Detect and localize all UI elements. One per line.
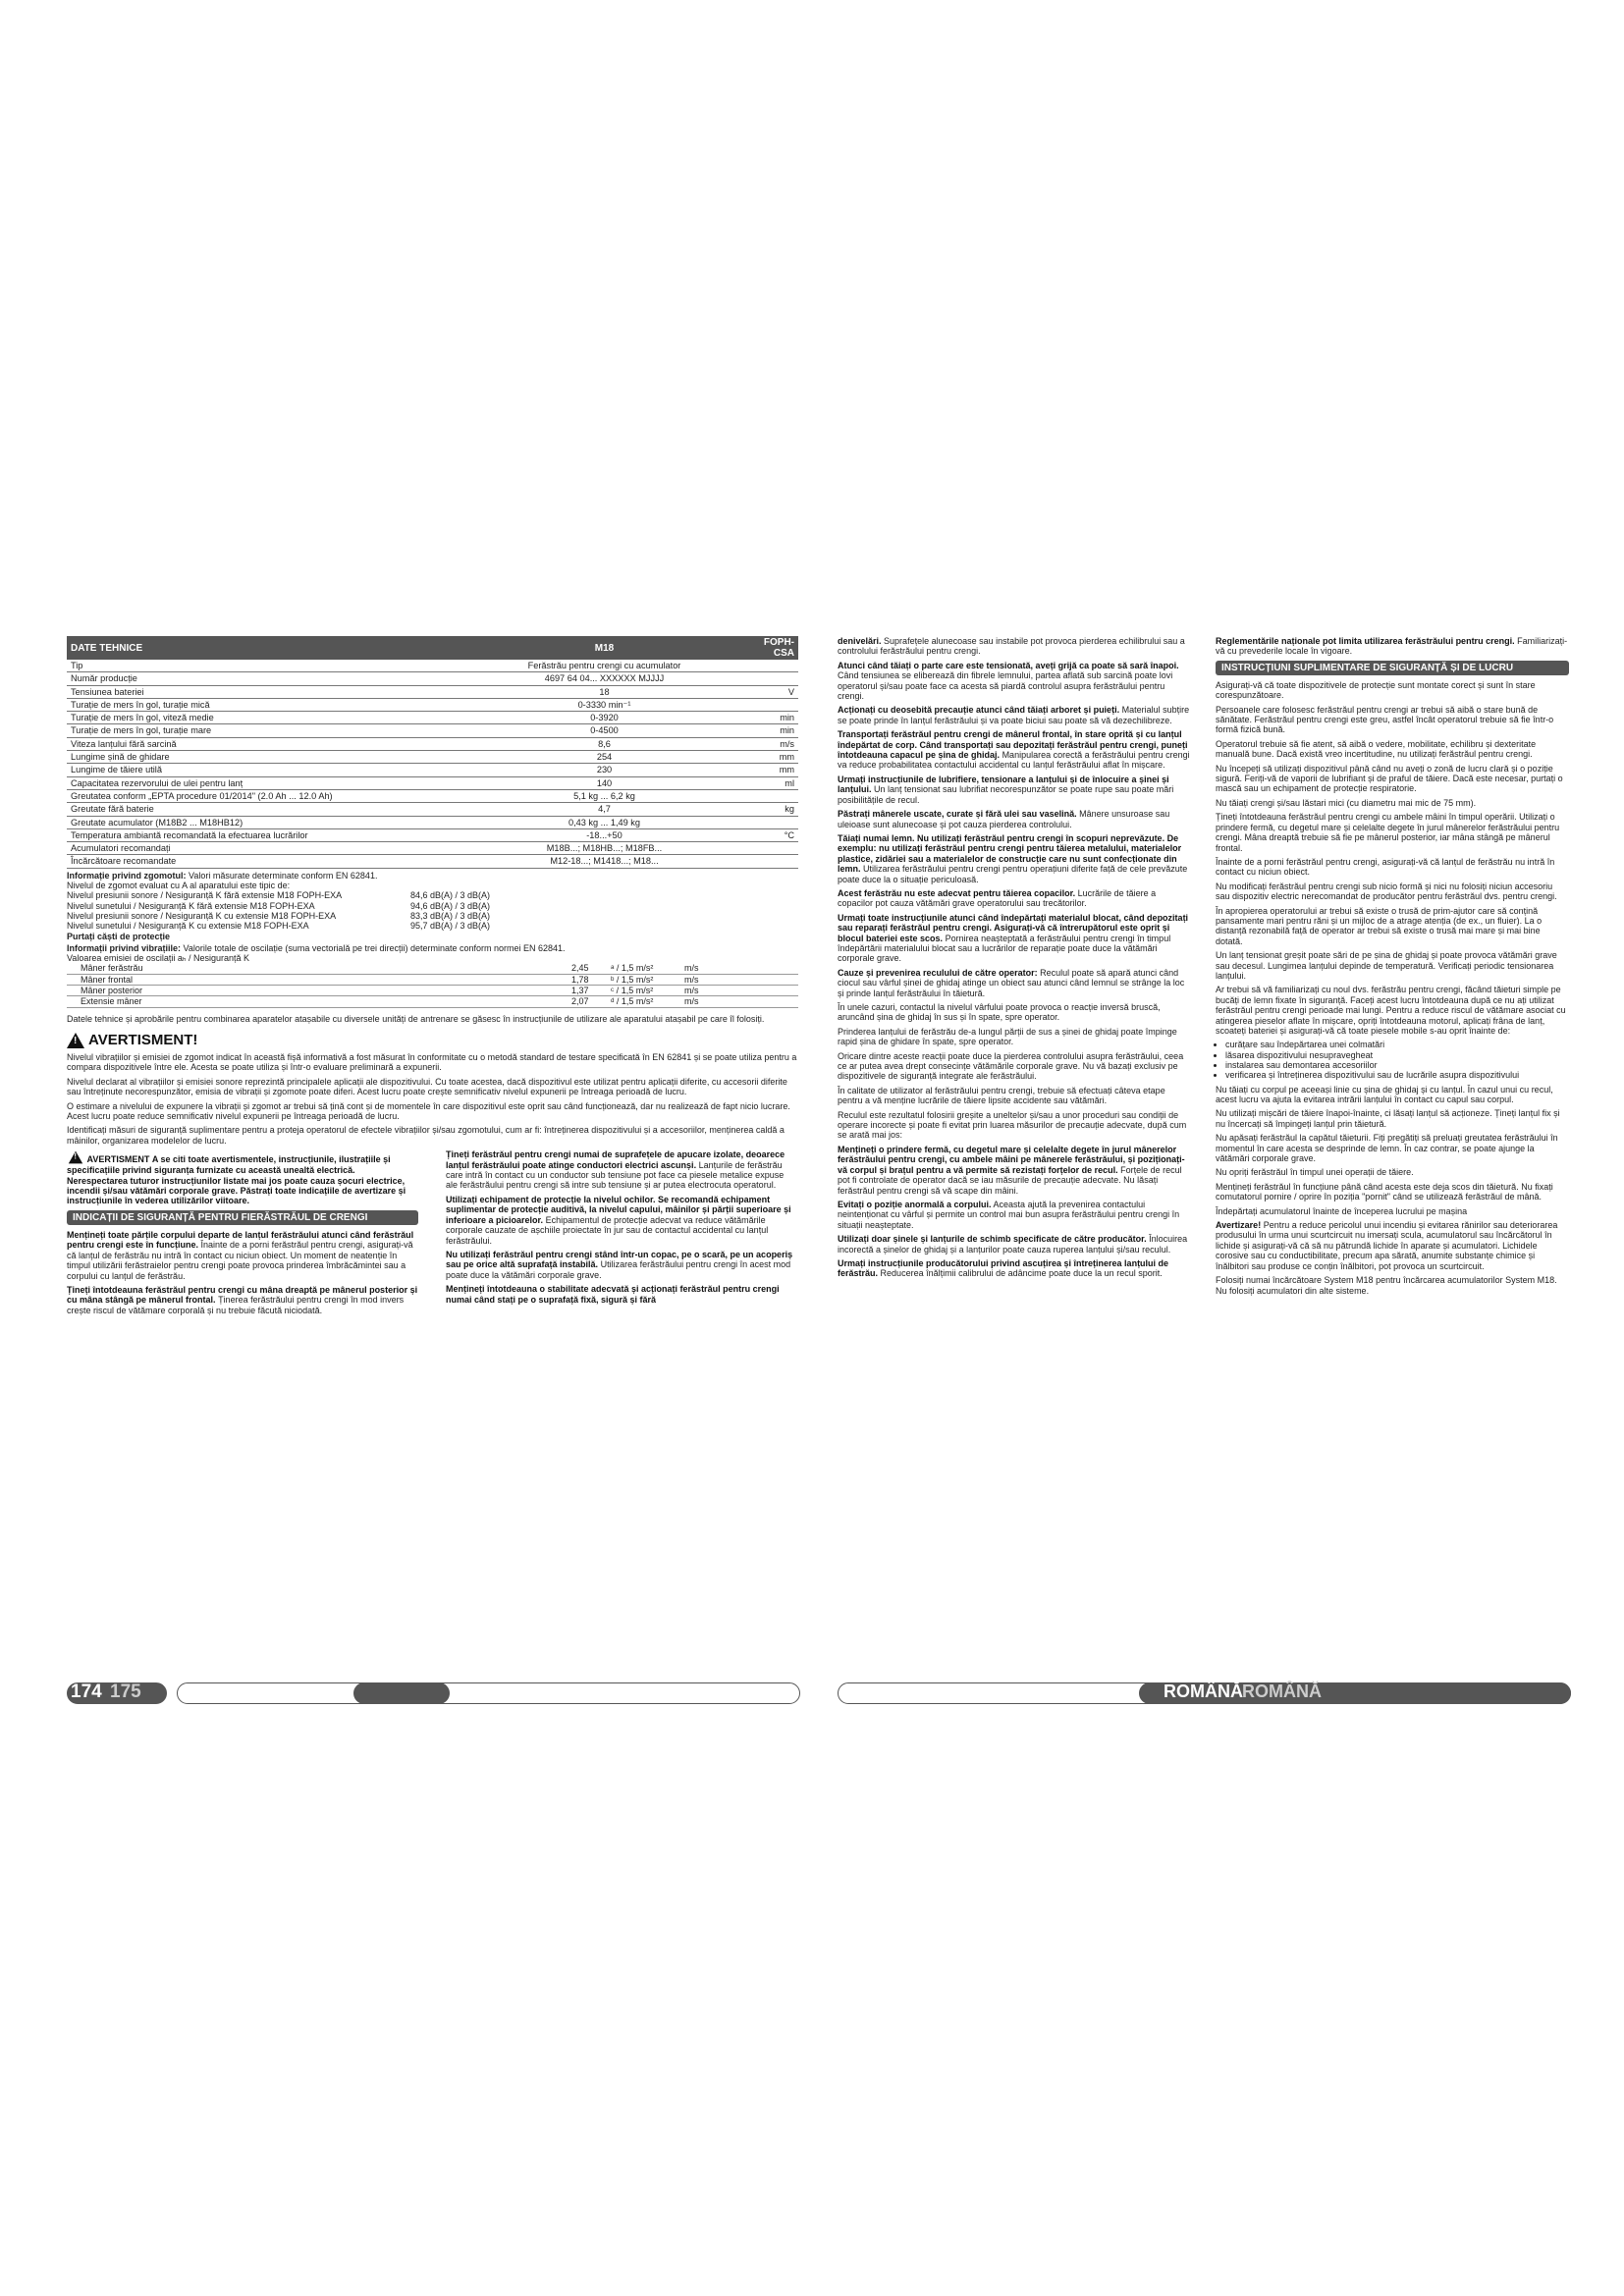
tech-cell-label: Turație de mers în gol, turație mică: [67, 698, 458, 711]
tech-cell-label: Număr producție: [67, 672, 458, 685]
tech-cell-label: Acumulatori recomandați: [67, 842, 458, 855]
vib-sub: Valoarea emisiei de oscilații aₕ / Nesiguranță K: [67, 953, 250, 964]
list-item: • instalarea sau demontarea accesoriilor: [1225, 1060, 1569, 1070]
vib-title: Informații privind vibrațiile:: [67, 942, 182, 953]
tech-cell-value: 0-3920: [458, 712, 751, 724]
tech-cell-unit: [751, 672, 798, 685]
rc1-paragraph: [838, 968, 1191, 998]
noise-row: [67, 890, 798, 900]
lc2-p1-bold: Țineți ferăstrăul pentru crengi numai de suprafețele de apucare izolate, deoarece lanțul ferăstrăului poate atinge conductori electrici ascunși.: [446, 1149, 785, 1170]
lc2-p3-bold: Nu utilizați ferăstrăul pentru crengi stând într-un copac, pe o scară, pe un acoperiș sau pe orice altă suprafață instabilă.: [446, 1249, 793, 1270]
rc2-paragraph: Nu începeți să utilizați dispozitivul până când nu aveți o zonă de lucru clară și o poziție sigură. Feriți-vă de vaporii de lubrifiant și de praful de tăiere. Dacă este necesar, purtați o mască sau un echipament de protecție respiratorie.: [1216, 763, 1563, 794]
rc2-paragraph: Ar trebui să vă familiarizați cu noul dvs. ferăstrău pentru crengi, făcând tăieturi simple pe bucăți de lemn fixate în siguranță. Faceți acest lucru întotdeauna după ce nu ați utilizat ferăstrăul pentru crengi perioade mai lungi. Pentru a reduce riscul de vătămare asociat cu atingerea pieselor aflate în mișcare, opriți întotdeauna motorul, aplicați frâna de lanț, scoateți bateriei și asigurați-vă că toate piesele mobile s-au oprit înainte de:: [1216, 985, 1566, 1036]
noise-sub: Nivelul de zgomot evaluat cu A al aparatului este tipic de:: [67, 881, 291, 891]
tech-cell-value: 18: [458, 685, 751, 698]
tech-cell-value: -18...+50: [458, 828, 751, 841]
rc1-text: Materialul subțire se poate prinde în lanțul ferăstrăului și va poate biciui sau poate să vă dezechilibreze.: [838, 705, 1190, 725]
rc1-text: În unele cazuri, contactul la nivelul vârfului poate provoca o reacție inversă bruscă, aruncând șina de ghidaj în sus și în spate, spre operator.: [838, 1002, 1161, 1023]
rc1-bold: Transportați ferăstrăul pentru crengi de mânerul frontal, în stare oprită și cu lanțul îndepărtat de corp. Când transportați sau depozitați ferăstrăul pentru crengi, puneți întotdeauna capacul pe șina de ghidaj.: [838, 729, 1188, 761]
tech-cell-value: 0-3330 min⁻¹: [458, 698, 751, 711]
tech-cell-value: Ferăstrău pentru crengi cu acumulator: [458, 660, 751, 672]
tech-cell-unit: °C: [751, 828, 798, 841]
tech-cell-unit: V: [751, 685, 798, 698]
rc1-bold: Urmați toate instrucțiunile atunci când îndepărtați materialul blocat, când depozitați sau reparați ferăstrăul pentru crengi. Asigurați-vă că întrerupătorul este oprit și blocul bateriei este scos.: [838, 912, 1189, 943]
tech-row: [67, 672, 798, 685]
vib-label: Mâner frontal: [81, 974, 134, 985]
warning-heading: [67, 1032, 798, 1048]
tech-data-table: [67, 636, 798, 869]
noise-row: [67, 901, 798, 911]
tech-cell-value: 0-4500: [458, 724, 751, 737]
tech-row: [67, 724, 798, 737]
noise-title: Informație privind zgomotul:: [67, 870, 187, 881]
rc1-text: Oricare dintre aceste reacții poate duce la pierderea controlului asupra ferăstrăului, ceea ce ar putea avea drept consecințe vătămările corporale grave. Nu vă bazați exclusiv pe dispozitivele de siguranță integrate ale ferăstrăului.: [838, 1050, 1184, 1082]
tech-cell-value: 4,7: [458, 803, 751, 816]
rc2-paragraph: În apropierea operatorului ar trebui să existe o trusă de prim-ajutor care să conțină pansamente mari pentru răni și un mijloc de a atrage atenția (de ex., un fluier). La o distanță rezonabilă față de operator ar trebui să existe o trusă mai mare și mai bine dotată.: [1216, 905, 1543, 946]
tech-cell-label: Tensiunea bateriei: [67, 685, 458, 698]
left-col-1: [67, 1149, 418, 1319]
noise-label: Nivelul sunetului / Nesiguranță K cu extensie M18 FOPH-EXA: [67, 921, 309, 932]
tech-cell-unit: min: [751, 712, 798, 724]
tech-cell-unit: [751, 789, 798, 802]
vib-row: [67, 986, 798, 996]
tech-row: [67, 776, 798, 789]
rc1-text: Forțele de recul pot fi controlate de operator dacă se iau măsurile de precauție adecvate. Nu lăsați ferăstrăul pentru crengi să vă scape din mâini.: [838, 1164, 1182, 1196]
tech-header-variant: FOPH-CSA: [751, 636, 798, 660]
rc1-bold: denivelări.: [838, 636, 882, 646]
rc2-paragraph: Înainte de a porni ferăstrăul pentru crengi, asigurați-vă că lanțul de ferăstrău nu intră în contact cu niciun obiect.: [1216, 856, 1555, 878]
noise-row: [67, 911, 798, 921]
rc1-paragraph: [838, 1110, 1191, 1141]
tech-cell-value: M12-18...; M1418...; M18...: [458, 855, 751, 868]
rc1-bold: Urmați instrucțiunile producătorului privind ascuțirea și întreținerea lanțului de ferăstrău.: [838, 1257, 1169, 1279]
vib-row: [67, 975, 798, 986]
tech-cell-unit: [751, 660, 798, 672]
tech-cell-value: 140: [458, 776, 751, 789]
tech-cell-label: Turație de mers în gol, viteză medie: [67, 712, 458, 724]
vib-intro: Valorile totale de oscilație (suma vectorială pe trei direcții) determinate conform normei EN 62841.: [183, 942, 566, 953]
rc1-text: Când tensiunea se eliberează din fibrele lemnului, partea aflată sub sarcină poate lovi operatorul și/sau poate face ca acesta să piardă controlul asupra ferăstrăului pentru crengi.: [838, 670, 1173, 702]
tech-cell-unit: kg: [751, 803, 798, 816]
tech-cell-unit: [751, 855, 798, 868]
tech-cell-value: 0,43 kg ... 1,49 kg: [458, 816, 751, 828]
rc2-paragraph: Țineți întotdeauna ferăstrăul pentru crengi cu ambele mâini în timpul operării. Utilizați o prindere fermă, cu degetul mare și celelalte degete în jurul mânerelor ferăstrăului pentru crengi. Mâna dreaptă trebuie să fie pe mânerul posterior, iar mâna stângă pe mânerul frontal.: [1216, 812, 1560, 853]
tech-cell-label: Capacitatea rezervorului de ulei pentru lanț: [67, 776, 458, 789]
rc1-paragraph: [838, 705, 1191, 725]
rc2-paragraph: Mențineți ferăstrăul în funcțiune până când acesta este deja scos din tăietură. Nu fixați comutatorul pornire / oprire în poziția "pornit" când se utilizează ferăstrăul de mână.: [1216, 1181, 1553, 1202]
vib-value: 2,45: [571, 963, 589, 974]
vib-unc: ᵃ / 1,5 m/s²: [611, 963, 654, 974]
page-number-left: 174: [71, 1682, 102, 1702]
right-col-2: [1216, 636, 1569, 1300]
tech-after-note: Datele tehnice și aprobările pentru combinarea aparatelor atașabile cu diversele unități de antrenare se găsesc în instrucțiunile de utilizare ale aparatului atașabil pe care îl folosiți.: [67, 1013, 765, 1024]
warning-para-2: Nivelul declarat al vibrațiilor și emisiei sonore reprezintă principalele aplicații ale dispozitivului. Cu toate acestea, dacă dispozitivul este utilizat pentru aplicații diferite, cu accesorii diferite sau întreținute necorespunzător, emisia de vibrații și zgomote poate diferi. Acest lucru poate crește semnificativ nivelul expunerii pe întreaga perioadă de lucru.: [67, 1076, 787, 1097]
rc1-paragraph: [838, 1145, 1191, 1196]
rc2-paragraph: Persoanele care folosesc ferăstrăul pentru crengi ar trebui să aibă o stare bună de sănătate. Ferăstrăul pentru crengi este greu, astfel încât operatorul trebuie să fie într-o formă fizică bună.: [1216, 704, 1554, 735]
noise-label: Nivelul sunetului / Nesiguranță K fără extensie M18 FOPH-EXA: [67, 900, 315, 911]
tech-cell-value: M18B...; M18HB...; M18FB...: [458, 842, 751, 855]
tech-row: [67, 712, 798, 724]
rc1-text: Reculul este rezultatul folosirii greșite a uneltelor și/sau a unor proceduri sau condiții de operare incorecte și poate fi evitat prin luarea măsurilor de precauție adecvate, după cum se arată mai jos:: [838, 1109, 1187, 1141]
tech-row: [67, 842, 798, 855]
noise-intro: Valori măsurate determinate conform EN 62841.: [189, 870, 378, 881]
tech-cell-unit: [751, 842, 798, 855]
language-label-echo: ROMÂNĂ: [1242, 1682, 1322, 1701]
lc1-p2: Ținerea ferăstrăului pentru crengi în mod invers crește riscul de vătămare corporală și nu trebuie făcută niciodată.: [67, 1295, 405, 1315]
vib-unc: ᵈ / 1,5 m/s²: [611, 996, 654, 1007]
rc2-paragraph: Nu tăiați crengi și/sau lăstari mici (cu diametru mai mic de 75 mm).: [1216, 797, 1477, 808]
lc2-p3: Utilizarea ferăstrăului pentru crengi în acest mod poate duce la vătămări corporale grave.: [446, 1259, 791, 1280]
rc1-paragraph: [838, 1027, 1191, 1047]
warning-title: AVERTISMENT!: [88, 1032, 198, 1049]
rc2-paragraph: Un lanț tensionat greșit poate sări de pe șina de ghidaj și poate provoca vătămări grave sau decesul. Lungimea lanțului depinde de temperatură. Verificați periodic tensionarea lanțului.: [1216, 950, 1557, 981]
rc1-paragraph: [838, 1258, 1191, 1279]
rc1-text: Reducerea înălțimii calibrului de adâncime poate duce la un recul sporit.: [880, 1268, 1163, 1279]
tech-cell-label: Lungime șină de ghidare: [67, 751, 458, 764]
warning-para-3: O estimare a nivelului de expunere la vibrații și zgomot ar trebui să țină cont și de momentele în care dispozitivul este oprit sau când funcționează, dar nu realizează de fapt nicio lucrare. Acest lucru poate reduce semnificativ nivelul expunerii pe întreaga perioadă de lucru.: [67, 1100, 790, 1122]
rc1-paragraph: [838, 729, 1191, 771]
rc1-text: Lucrările de tăiere a copacilor pot cauza vătămări grave operatorului sau trecătorilor.: [838, 887, 1157, 909]
vib-unc: ᶜ / 1,5 m/s²: [611, 986, 654, 996]
noise-value: 84,6 dB(A) / 3 dB(A): [410, 890, 491, 901]
rc1-paragraph: [838, 1234, 1191, 1255]
tech-cell-label: Turație de mers în gol, turație mare: [67, 724, 458, 737]
vib-value: 1,37: [571, 986, 589, 996]
rc1-bold: Tăiați numai lemn. Nu utilizați ferăstrăul pentru crengi în scopuri neprevăzute. De exemplu: nu utilizați ferăstrăul pentru crengi pentru tăierea metalului, materialelor plastice, zidăriei sau a materialelor de construcție care nu sunt confecționate din lemn.: [838, 832, 1182, 875]
vib-row: [67, 996, 798, 1007]
rc1-paragraph: [838, 809, 1191, 829]
lc2-p1: Lanțurile de ferăstrău care intră în contact cu un conductor sub tensiune pot face ca piesele metalice expuse ale ferăstrăului pentru crengi să intre sub tensiune și ar putea electrocuta operatorul.: [446, 1159, 785, 1191]
rc2-paragraph: Îndepărtați acumulatorul înainte de începerea lucrului pe mașina: [1216, 1205, 1468, 1216]
rc1-paragraph: [838, 774, 1191, 805]
vib-label: Mâner posterior: [81, 986, 143, 996]
rc1-bold: Păstrați mânerele uscate, curate și fără ulei sau vaselină.: [838, 809, 1077, 820]
tech-row: [67, 816, 798, 828]
rc1-paragraph: [838, 636, 1191, 657]
tech-cell-label: Greutate acumulator (M18B2 ... M18HB12): [67, 816, 458, 828]
safety-warning-text: A se citi toate avertismentele, instrucțiunile, ilustrațiile și specificațiile privind siguranța furnizate cu această unealtă electrică. Nerespectarea tuturor instrucțiunilor listate mai jos poate cauza șocuri electrice, incendii și/sau vătămări corporale grave. Păstrați toate indicațiile de avertizare și instrucțiunile în vederea utilizărilor viitoare.: [67, 1154, 406, 1206]
caution-text: Pentru a reduce pericolul unui incendiu și evitarea rănirilor sau deteriorarea produsului în urma unui scurtcircuit nu imersați scula, acumulatorul sau încărcătorul în lichide și asigurați-vă că să nu pătrundă lichide în aparate și acumulatori. Lichidele corosive sau cu conductibilitate, precum apa sărată, anumite substanțe chimice și înălbitori sau produse ce conțin înălbitori, pot provoca un scurtcircuit.: [1216, 1220, 1558, 1271]
tech-row: [67, 685, 798, 698]
lc1-p1-bold: Mențineți toate părțile corpului departe de lanțul ferăstrăului atunci când ferăstrăul pentru crengi este în funcțiune.: [67, 1229, 414, 1251]
rc1-bold: Acest ferăstrău nu este adecvat pentru tăierea copacilor.: [838, 887, 1076, 898]
rc1-paragraph: [838, 661, 1191, 702]
vib-row: [67, 963, 798, 974]
tech-cell-label: Încărcătoare recomandate: [67, 855, 458, 868]
rc1-bold: Acționați cu deosebită precauție atunci când tăiați arboret și puieți.: [838, 705, 1120, 716]
section-bar-chain-saw: INDICAȚII DE SIGURANȚĂ PENTRU FIERĂSTRĂUL DE CRENGI: [67, 1210, 418, 1225]
lc1-p2-bold: Țineți întotdeauna ferăstrăul pentru crengi cu mâna dreaptă pe mânerul posterior și cu mâna stângă pe mânerul frontal.: [67, 1284, 418, 1306]
vib-value: 1,78: [571, 974, 589, 985]
tech-row: [67, 789, 798, 802]
rc1-text: Mânere unsuroase sau uleioase sunt alunecoase și pot cauza pierderea controlului.: [838, 809, 1170, 829]
final-note: Folosiți numai încărcătoare System M18 pentru încărcarea acumulatorilor System M18. Nu folosiți acumulatori din alte sisteme.: [1216, 1275, 1557, 1296]
rc2-paragraph: Operatorul trebuie să fie atent, să aibă o vedere, mobilitate, echilibru și dexteritate manuală bune. Dacă există vreo incertitudine, nu utilizați ferăstrăul pentru crengi.: [1216, 738, 1537, 760]
rc1-paragraph: [838, 913, 1191, 964]
noise-value: 95,7 dB(A) / 3 dB(A): [410, 921, 491, 932]
warning-para-1: Nivelul vibrațiilor și emisiei de zgomot indicat în această fișă informativă a fost măsurat în conformitate cu o metodă standard de testare specificată în EN 62841 și se poate utiliza pentru a compara dispozitivele între ele. Acesta se poate utiliza și într-o evaluare preliminară a expunerii.: [67, 1052, 797, 1073]
tech-cell-unit: m/s: [751, 737, 798, 750]
left-col-2: [446, 1149, 797, 1308]
tech-row: [67, 828, 798, 841]
vib-unc: ᵇ / 1,5 m/s²: [611, 974, 654, 985]
rc1-bold: Atunci când tăiați o parte care este tensionată, aveți grijă ca poate să sară înapoi.: [838, 660, 1179, 670]
rc1-text: Manipularea corectă a ferăstrăului pentru crengi va reduce probabilitatea contactului accidental cu lanțul ferăstrăului aflat în mișcare.: [838, 750, 1190, 771]
vib-value: 2,07: [571, 996, 589, 1007]
tech-row: [67, 660, 798, 672]
rc2-paragraph: Nu opriți ferăstrăul în timpul unei operații de tăiere.: [1216, 1167, 1414, 1178]
tech-row: [67, 855, 798, 868]
tech-cell-unit: ml: [751, 776, 798, 789]
bullet-list: [1216, 1040, 1569, 1080]
caution-bold: Avertizare!: [1216, 1220, 1262, 1231]
protection-note: Purtați căști de protecție: [67, 931, 171, 941]
rc1-paragraph: [838, 1002, 1191, 1023]
vibration-info: [67, 943, 798, 964]
left-footer-pill: [353, 1682, 450, 1704]
tech-row: [67, 698, 798, 711]
rc2-paragraph: Asigurați-vă că toate dispozitivele de protecție sunt montate corect și sunt în stare corespunzătoare.: [1216, 679, 1536, 701]
section-bar-additional-safety: INSTRUCȚIUNI SUPLIMENTARE DE SIGURANȚĂ ȘI DE LUCRU: [1216, 661, 1569, 675]
vib-unit: m/s: [684, 996, 699, 1007]
tech-cell-unit: min: [751, 724, 798, 737]
noise-value: 94,6 dB(A) / 3 dB(A): [410, 900, 491, 911]
tech-row: [67, 737, 798, 750]
page-number-right: 175: [110, 1682, 141, 1702]
rc2-lead-bold: Reglementările naționale pot limita utilizarea ferăstrăului pentru crengi.: [1216, 636, 1515, 646]
rc1-text: Pornirea neașteptată a ferăstrăului pentru crengi în timpul îndepărtării materialului blocat sau a lucrărilor de reparație poate duce la vătămări corporale grave.: [838, 933, 1171, 964]
left-page: [67, 636, 798, 1405]
rc1-text: Înlocuirea incorectă a șinelor de ghidaj și a lanțurilor poate cauza ruperea lanțului și/sau reculul.: [838, 1234, 1188, 1255]
noise-label: Nivelul presiunii sonore / Nesiguranță K cu extensie M18 FOPH-EXA: [67, 910, 337, 921]
noise-value: 83,3 dB(A) / 3 dB(A): [410, 910, 491, 921]
rc1-text: Reculul poate să apară atunci când ciocul sau vârful șinei de ghidaj atinge un obiect sau atunci când lemnul se strânge la loc și prinde lanțul ferăstrăului în tăietură.: [838, 967, 1185, 998]
rc1-paragraph: [838, 888, 1191, 909]
tech-table-header: [67, 636, 798, 660]
rc1-bold: Urmați instrucțiunile de lubrifiere, tensionare a lanțului și de înlocuire a șinei și lanțului.: [838, 774, 1169, 795]
rc1-paragraph: [838, 1086, 1191, 1106]
vib-label: Extensie mâner: [81, 996, 142, 1007]
tech-cell-value: 4697 64 04... XXXXXX MJJJJ: [458, 672, 751, 685]
rc2-paragraph: Nu apăsați ferăstrăul la capătul tăieturii. Fiți pregătiți să preluați greutatea ferăstrăului în momentul în care acesta se desprinde de lemn. În caz contrar, se poate ajunge la vătămări corporale grave.: [1216, 1133, 1558, 1164]
tech-row: [67, 764, 798, 776]
rc1-bold: Utilizați doar șinele și lanțurile de schimb specificate de către producător.: [838, 1234, 1147, 1245]
rc1-text: Utilizarea ferăstrăului pentru crengi pentru operațiuni diferite față de cele prevăzute poate duce la o situație periculoasă.: [838, 864, 1188, 884]
warning-triangle-icon: [69, 1151, 82, 1164]
tech-cell-value: 230: [458, 764, 751, 776]
lc1-p1: Înainte de a porni ferăstrăul pentru crengi, asigurați-vă că lanțul de ferăstrău nu intră în contact cu niciun obiect. Un moment de neatenție în timpul utilizării ferăstraielor pentru crengi poate provoca prinderea îmbrăcămintei sau a corpului cu lanțul de ferăstrău.: [67, 1240, 413, 1281]
tech-cell-value: 8,6: [458, 737, 751, 750]
lc2-p4-bold: Mențineți întotdeauna o stabilitate adecvată și acționați ferăstrăul pentru crengi numai când stați pe o suprafață fixă, sigură și fără: [446, 1284, 780, 1305]
tech-cell-value: 5,1 kg ... 6,2 kg: [458, 789, 751, 802]
rc2-paragraph: Nu tăiați cu corpul pe aceeași linie cu șina de ghidaj și cu lanțul. În cazul unui cu recul, acest lucru va ajuta la evitarea intrării lanțului în contact cu capul sau corpul.: [1216, 1084, 1553, 1104]
warning-para-4: Identificați măsuri de siguranță suplimentare pentru a proteja operatorul de efectele vibrațiilor și/sau zgomotului, cum ar fi: întreținerea dispozitivului și a accesoriilor, menținerea caldă a mâinilor, organizarea modelelor de lucru.: [67, 1125, 785, 1146]
rc1-paragraph: [838, 1200, 1191, 1230]
rc1-bold: Evitați o poziție anormală a corpului.: [838, 1199, 992, 1209]
tech-cell-unit: mm: [751, 764, 798, 776]
noise-row: [67, 921, 798, 931]
rc1-paragraph: [838, 1051, 1191, 1082]
tech-cell-label: Temperatura ambiantă recomandată la efectuarea lucrărilor: [67, 828, 458, 841]
left-footer-rule: [177, 1682, 800, 1704]
tech-header-title: DATE TEHNICE: [67, 636, 458, 660]
tech-cell-unit: mm: [751, 751, 798, 764]
tech-row: [67, 803, 798, 816]
rc1-paragraph: [838, 833, 1191, 884]
noise-info: [67, 871, 798, 941]
tech-cell-unit: [751, 698, 798, 711]
rc2-paragraph: Nu modificați ferăstrăul pentru crengi sub nicio formă și nici nu folosiți niciun accesoriu sau dispozitiv electric nerecomandat de producător pentru ferăstrăul dvs. pentru crengi.: [1216, 881, 1557, 902]
tech-cell-label: Viteza lanțului fără sarcină: [67, 737, 458, 750]
rc1-text: În calitate de utilizator al ferăstrăului pentru crengi, trebuie să efectuați câteva etape pentru a vă menține lucrările de tăiere lipsite accidente sau vătămări.: [838, 1085, 1165, 1106]
tech-cell-label: Tip: [67, 660, 458, 672]
warning-triangle-icon: [67, 1033, 84, 1048]
rc1-bold: Cauze și prevenirea reculului de către operator:: [838, 967, 1038, 978]
list-item: • curățare sau îndepărtarea unei colmatări: [1225, 1040, 1569, 1049]
lc2-p2: Echipamentul de protecție adecvat va reduce vătămările corporale cauzate de așchiile proiectate în jur sau de contactul accidental cu lanțul ferăstrăului.: [446, 1214, 769, 1246]
noise-label: Nivelul presiunii sonore / Nesiguranță K fără extensie M18 FOPH-EXA: [67, 890, 343, 901]
rc1-text: Aceasta ajută la prevenirea contactului neintenționat cu vârful și permite un control mai bun asupra ferăstrăului pentru crengi în situații neașteptate.: [838, 1199, 1180, 1230]
rc1-text: Prinderea lanțului de ferăstrău de-a lungul părții de sus a șinei de ghidaj poate împinge rapid șina de ghidare în spate, spre operator.: [838, 1026, 1177, 1047]
tech-cell-label: Lungime de tăiere utilă: [67, 764, 458, 776]
rc2-lead: Familiarizați-vă cu prevederile locale în vigoare.: [1216, 636, 1568, 657]
vibration-table: [67, 963, 798, 1007]
tech-header-model: M18: [458, 636, 751, 660]
rc2-paragraph: Nu utilizați mișcări de tăiere înapoi-înainte, ci lăsați lanțul să acționeze. Țineți lanțul fix și nu încercați să împingeți lanțul prin tăietură.: [1216, 1108, 1560, 1129]
vib-unit: m/s: [684, 963, 699, 974]
vib-label: Mâner ferăstrău: [81, 963, 143, 974]
tech-cell-label: Greutate fără baterie: [67, 803, 458, 816]
vib-unit: m/s: [684, 974, 699, 985]
safety-warning-lead: AVERTISMENT: [86, 1154, 150, 1165]
right-col-1: [838, 636, 1191, 1283]
rc1-text: Un lanț tensionat sau lubrifiat necorespunzător se poate rupe sau poate mări posibilitățile de recul.: [838, 784, 1174, 805]
language-label: ROMÂNĂ: [1164, 1682, 1243, 1701]
list-item: • lăsarea dispozitivului nesupravegheat: [1225, 1050, 1569, 1060]
tech-cell-value: 254: [458, 751, 751, 764]
vib-unit: m/s: [684, 986, 699, 996]
tech-cell-unit: [751, 816, 798, 828]
tech-row: [67, 751, 798, 764]
rc1-text: Suprafețele alunecoase sau instabile pot provoca pierderea echilibrului sau a controlului ferăstrăului pentru crengi.: [838, 636, 1185, 657]
rc1-bold: Mențineți o prindere fermă, cu degetul mare și celelalte degete în jurul mânerelor ferăstrăului pentru crengi, cu ambele mâini pe mânerele ferăstrăului, și poziționați-vă corpul și brațul pentru a vă permite să rezistați forțelor de recul.: [838, 1144, 1185, 1175]
tech-cell-label: Greutatea conform „EPTA procedure 01/2014" (2.0 Ah ... 12.0 Ah): [67, 789, 458, 802]
lc2-p2-bold: Utilizați echipament de protecție la nivelul ochilor. Se recomandă echipament suplimentar de protecție auditivă, la nivelul capului, mâinilor și părții superioare și inferioare a picioarelor.: [446, 1194, 791, 1225]
list-item: • verificarea și întreținerea dispozitivului sau de lucrările asupra dispozitivului: [1225, 1070, 1569, 1080]
